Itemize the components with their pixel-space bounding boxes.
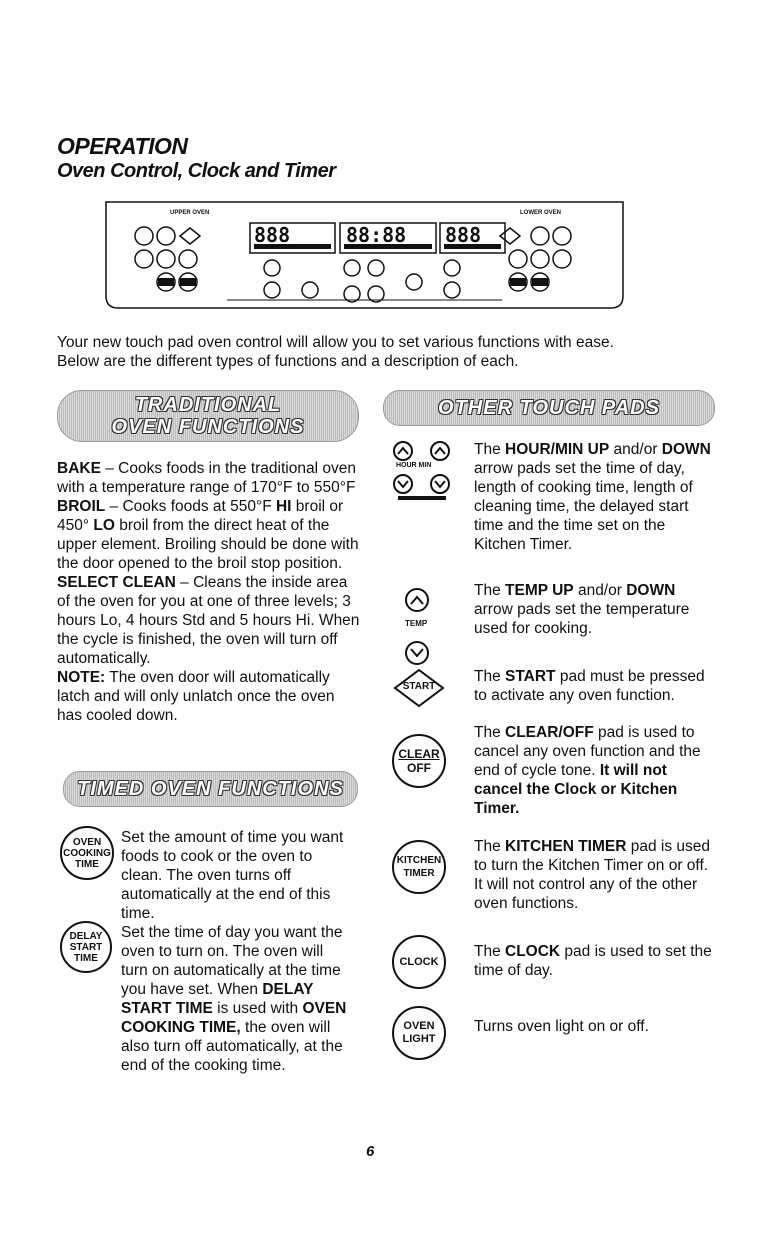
clear-bold-2: It will not cancel the Clock or Kitchen Timer.: [474, 762, 678, 817]
clock-pad-icon: [392, 935, 446, 989]
control-panel-illustration: [102, 198, 627, 313]
delay-start-time-pad-icon: [60, 921, 112, 973]
other-touch-pads-banner: [383, 390, 715, 426]
timer-bold: KITCHEN TIMER: [505, 838, 627, 855]
hour-min-arrows-icon: [388, 440, 460, 504]
broil-term: BROIL: [57, 498, 106, 515]
timer-text-1: The: [474, 838, 506, 855]
delay-text-2: is used with: [212, 1000, 303, 1017]
broil-text-1: – Cooks foods at 550°F: [105, 498, 276, 515]
page-title: Oven Control, Clock and Timer: [57, 160, 336, 182]
hourmin-text-3: arrow pads set the time of day, length of cooking time, length of cleaning time, the delayed start time and the time set on the Kitchen Timer.: [474, 460, 693, 553]
icon-text: KITCHEN: [396, 855, 442, 866]
clock-bold: CLOCK: [505, 943, 561, 960]
hourmin-bold-2: DOWN: [661, 441, 711, 458]
start-pad-icon: [393, 668, 445, 708]
icon-text: CLEAR: [398, 747, 440, 761]
icon-text: OVEN: [403, 1020, 435, 1032]
temp-bold: TEMP UP: [505, 582, 574, 599]
icon-text: COOKING: [63, 847, 111, 859]
svg-text:88:88: 88:88: [346, 223, 407, 247]
traditional-functions-banner: [57, 390, 359, 442]
start-text-2: pad must be pressed to activate any oven function.: [474, 668, 705, 704]
icon-text: TIMER: [403, 868, 435, 879]
intro-line-2: Below are the different types of functions and a description of each.: [57, 353, 519, 370]
temp-label: TEMP: [405, 619, 428, 628]
clean-text: – Cleans the inside area of the oven for you at one of three levels; 3 hours Lo, 4 hours Std and 5 hours Hi. When the cycle is finished, the oven will turn off automatically.: [57, 574, 360, 667]
start-icon-label: START: [402, 681, 436, 692]
bake-text: – Cooks foods in the traditional oven with a temperature range of 170°F to 550°F: [57, 460, 356, 496]
banner-line-1: TRADITIONAL: [134, 394, 282, 416]
delay-text-3: the oven will also turn off automatically, at the end of the cooking time.: [121, 1019, 343, 1074]
oven-cooking-time-pad-icon: [60, 826, 114, 880]
icon-text: TIME: [74, 952, 98, 964]
broil-text-3: broil from the direct heat of the upper element. Broiling should be done with the door opened to the broil stop position.: [57, 517, 359, 572]
broil-hi: HI: [275, 498, 292, 515]
clear-text-1: The: [474, 724, 506, 741]
note-term: NOTE:: [57, 669, 106, 686]
svg-text:LOWER OVEN: LOWER OVEN: [520, 210, 562, 216]
delay-text-1: Set the time of day you want the oven to turn on. The oven will turn on automatically at the time you have set. When: [121, 924, 343, 998]
page-number: 6: [366, 1143, 375, 1160]
timed-banner-label: TIMED OVEN FUNCTIONS: [77, 778, 344, 800]
hourmin-text-1: The: [474, 441, 506, 458]
temp-description: [474, 581, 714, 638]
note-text: The oven door will automatically latch and will only unlatch once the oven has cooled down.: [57, 669, 335, 724]
start-bold: START: [505, 668, 556, 685]
intro-line-1: Your new touch pad oven control will allow you to set various functions with ease.: [57, 334, 614, 351]
temp-text-2: and/or: [573, 582, 627, 599]
temp-text-3: arrow pads set the temperature used for cooking.: [474, 601, 690, 637]
icon-text: START: [69, 941, 103, 953]
section-title: OPERATION: [57, 133, 188, 159]
timer-text-2: pad is used to turn the Kitchen Timer on or off. It will not control any of the other oven functions.: [474, 838, 711, 912]
oven-light-pad-icon: [392, 1006, 446, 1060]
icon-text: LIGHT: [402, 1033, 436, 1045]
timed-functions-banner: [63, 771, 358, 807]
clear-text-2: pad is used to cancel any oven function and the end of cycle tone.: [474, 724, 701, 779]
icon-text: OVEN: [72, 836, 102, 848]
traditional-description: [57, 459, 363, 725]
hourmin-text-2: and/or: [609, 441, 662, 458]
kitchen-timer-description: [474, 837, 714, 913]
svg-text:UPPER OVEN: UPPER OVEN: [170, 210, 210, 216]
temp-bold-2: DOWN: [626, 582, 676, 599]
temp-arrows-icon: [395, 587, 439, 667]
temp-text-1: The: [474, 582, 506, 599]
bake-term: BAKE: [57, 460, 101, 477]
clock-text-2: pad is used to set the time of day.: [474, 943, 712, 979]
clear-off-description: [474, 723, 714, 818]
delay-bold-2: OVEN COOKING TIME,: [121, 1000, 347, 1036]
other-banner-label: OTHER TOUCH PADS: [438, 397, 660, 419]
clean-term: SELECT CLEAN: [57, 574, 176, 591]
icon-text: TIME: [75, 858, 99, 870]
kitchen-timer-pad-icon: [392, 840, 446, 894]
svg-text:888: 888: [254, 223, 291, 247]
icon-text: OFF: [407, 761, 431, 775]
broil-text-2: broil or 450°: [57, 498, 344, 534]
start-description: [474, 667, 714, 705]
clear-off-pad-icon: [392, 734, 446, 788]
hour-min-label: HOUR MIN: [396, 462, 432, 469]
clock-text-1: The: [474, 943, 506, 960]
oven-light-description: Turns oven light on or off.: [474, 1018, 649, 1035]
hour-min-description: [474, 440, 714, 554]
icon-text: DELAY: [69, 930, 103, 942]
start-text-1: The: [474, 668, 506, 685]
icon-text: CLOCK: [399, 956, 439, 968]
banner-line-2: OVEN FUNCTIONS: [111, 416, 305, 438]
svg-text:888: 888: [445, 223, 482, 247]
cooking-time-description: Set the amount of time you want foods to cook or the oven to clean. The oven turns off automatically at the end of this time.: [121, 829, 344, 922]
clear-bold: CLEAR/OFF: [505, 724, 594, 741]
clock-description: [474, 942, 714, 980]
delay-bold-1: DELAY START TIME: [121, 981, 314, 1017]
hourmin-bold: HOUR/MIN UP: [505, 441, 610, 458]
broil-lo: LO: [93, 517, 115, 534]
delay-start-description: [121, 923, 351, 1075]
